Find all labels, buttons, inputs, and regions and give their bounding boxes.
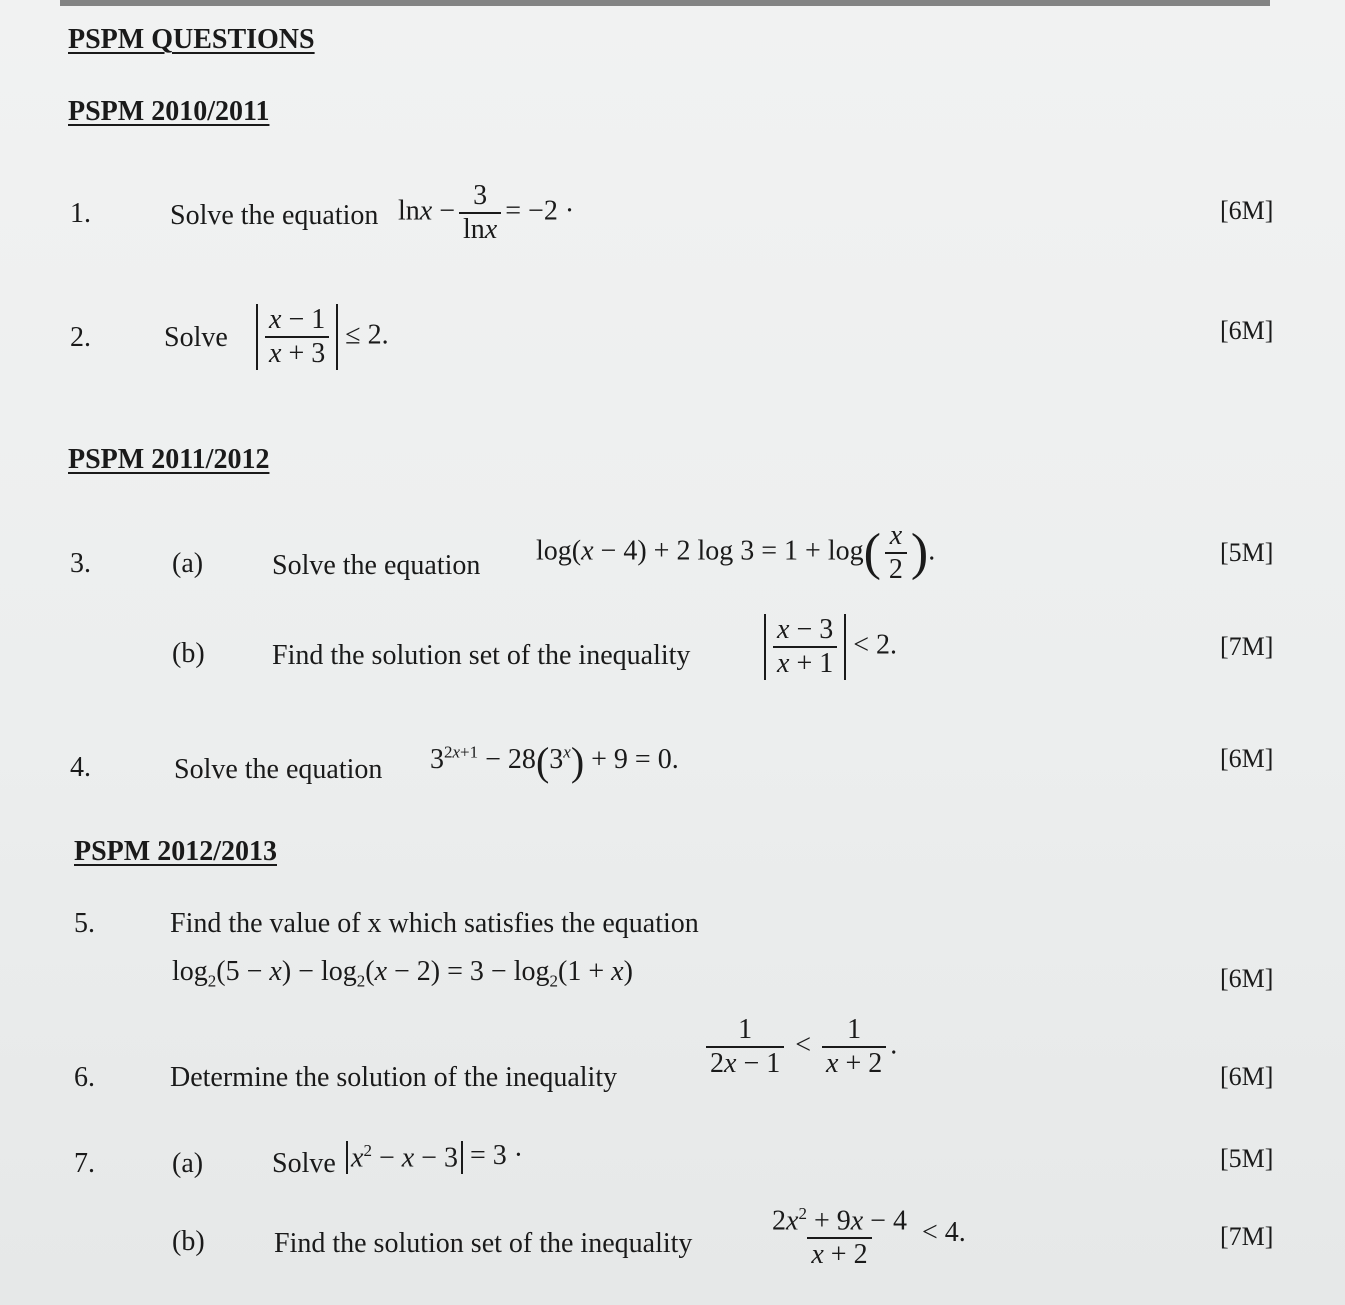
equation-q5: $\log_2(5 - x) - \log_2(x - 2) = 3 - \log_2(1 + x)$ (172, 956, 633, 991)
question-part: (b) (172, 1226, 205, 1257)
section-heading-2011: PSPM 2011/2012 (68, 444, 270, 475)
inequality-q3b: $\frac{x - 3}{x + 1}$ < 2. (764, 614, 897, 680)
question-part: (b) (172, 638, 205, 669)
question-number: 6. (74, 1062, 95, 1093)
question-number: 7. (74, 1148, 95, 1179)
question-text: Solve (164, 322, 228, 353)
question-text: Solve the equation (272, 550, 481, 581)
inequality-q6: $\frac{1}{2x - 1}$ < $\frac{1}{x + 2}$ . (702, 1014, 897, 1080)
question-number: 1. (70, 198, 91, 229)
question-text: Solve the equation (170, 200, 379, 231)
marks-label: [6M] (1220, 964, 1274, 993)
marks-label: [5M] (1220, 538, 1274, 567)
marks-label: [7M] (1220, 632, 1274, 661)
marks-label: [6M] (1220, 316, 1274, 345)
question-text: Find the solution set of the inequality (274, 1228, 693, 1259)
marks-label: [6M] (1220, 196, 1274, 225)
question-text: Solve the equation (174, 754, 383, 785)
question-part: (a) (172, 548, 204, 579)
inequality-q2: $\frac{x - 1}{x + 3}$ ≤ 2. (256, 304, 389, 370)
equation-q7a: $x^2 - x - 3 = 3$ · (346, 1140, 523, 1174)
section-heading-2010: PSPM 2010/2011 (68, 96, 270, 127)
question-number: 2. (70, 322, 91, 353)
marks-label: [7M] (1220, 1222, 1274, 1251)
marks-label: [5M] (1220, 1144, 1274, 1173)
question-text: Determine the solution of the inequality (170, 1062, 618, 1093)
page-title: PSPM QUESTIONS (68, 24, 315, 55)
question-number: 3. (70, 548, 91, 579)
question-text: Find the value of x which satisfies the equation (170, 908, 699, 939)
inequality-q7b: $\frac{2x^2 + 9x - 4}{x + 2}$ < 4. (772, 1204, 966, 1271)
equation-q4: $3^{2x+1} - 28(3^x) + 9 = 0$. (430, 739, 679, 784)
equation-q1: lnx − $\frac{3}{\ln x}$ = −2 · (398, 180, 575, 245)
question-number: 4. (70, 752, 91, 783)
question-part: (a) (172, 1148, 204, 1179)
marks-label: [6M] (1220, 744, 1274, 773)
question-text: Solve (272, 1148, 336, 1179)
equation-q3a: log(x − 4) + 2 log 3 = 1 + log( $\frac{x}{2}$ ). (536, 520, 936, 585)
section-heading-2012: PSPM 2012/2013 (74, 836, 277, 867)
question-text: Find the solution set of the inequality (272, 640, 691, 671)
page-top-rule (60, 0, 1270, 6)
marks-label: [6M] (1220, 1062, 1274, 1091)
question-number: 5. (74, 908, 95, 939)
